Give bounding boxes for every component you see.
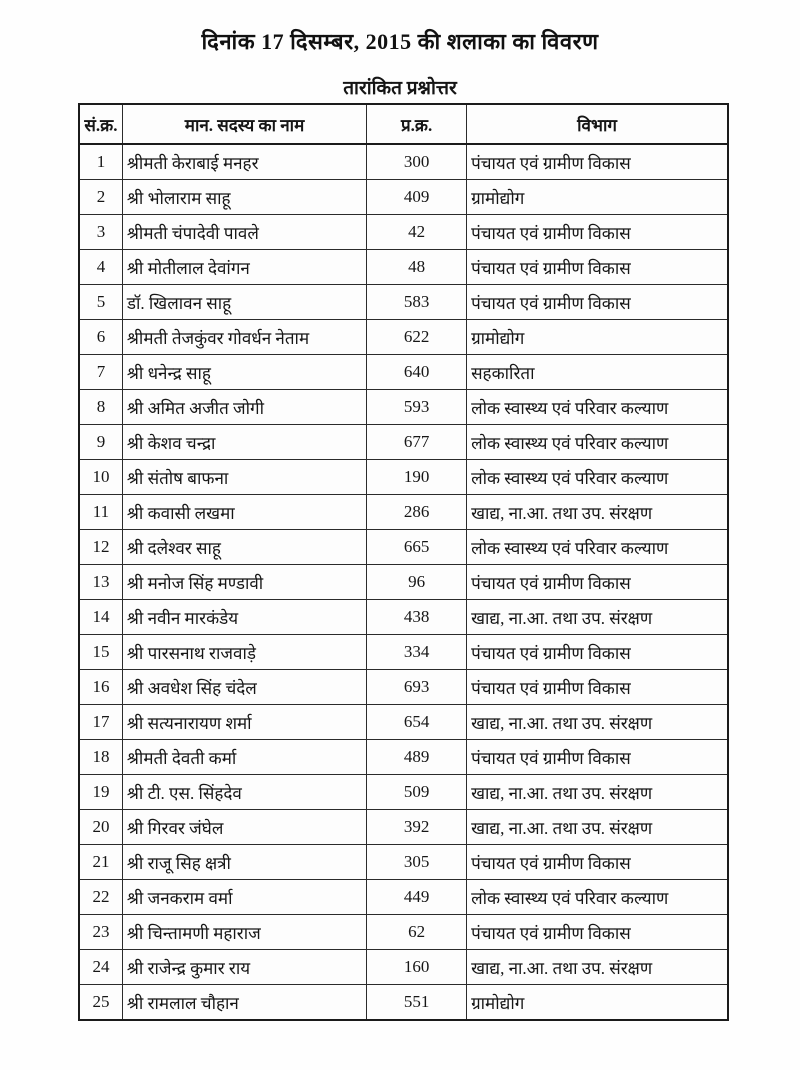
table-row [79, 425, 728, 460]
serial-number-cell: 19 [79, 775, 122, 810]
member-name-cell: श्री कवासी लखमा [122, 495, 366, 530]
member-name-cell: श्रीमती केराबाई मनहर [122, 144, 366, 180]
table-row [79, 845, 728, 880]
member-name-cell: श्री राजू सिह क्षत्री [122, 845, 366, 880]
department-cell: खाद्य, ना.आ. तथा उप. संरक्षण [467, 775, 728, 810]
question-number-cell: 48 [367, 250, 467, 285]
department-cell: ग्रामोद्योग [467, 180, 728, 215]
table-row [79, 950, 728, 985]
question-number-cell: 622 [367, 320, 467, 355]
serial-number-cell: 23 [79, 915, 122, 950]
serial-number-cell: 11 [79, 495, 122, 530]
member-name-cell: श्री नवीन मारकंडेय [122, 600, 366, 635]
table-row [79, 810, 728, 845]
member-name-cell: श्री अमित अजीत जोगी [122, 390, 366, 425]
header-member-name: मान. सदस्य का नाम [122, 104, 366, 144]
question-number-cell: 438 [367, 600, 467, 635]
department-cell: लोक स्वास्थ्य एवं परिवार कल्याण [467, 425, 728, 460]
member-name-cell: श्री गिरवर जंघेल [122, 810, 366, 845]
serial-number-cell: 1 [79, 144, 122, 180]
table-row [79, 390, 728, 425]
serial-number-cell: 6 [79, 320, 122, 355]
department-cell: लोक स्वास्थ्य एवं परिवार कल्याण [467, 390, 728, 425]
member-name-cell: श्री दलेश्वर साहू [122, 530, 366, 565]
serial-number-cell: 21 [79, 845, 122, 880]
serial-number-cell: 4 [79, 250, 122, 285]
table-row [79, 565, 728, 600]
serial-number-cell: 16 [79, 670, 122, 705]
question-number-cell: 677 [367, 425, 467, 460]
department-cell: पंचायत एवं ग्रामीण विकास [467, 215, 728, 250]
table-row [79, 705, 728, 740]
serial-number-cell: 8 [79, 390, 122, 425]
question-number-cell: 593 [367, 390, 467, 425]
department-cell: खाद्य, ना.आ. तथा उप. संरक्षण [467, 495, 728, 530]
document-title: दिनांक 17 दिसम्बर, 2015 की शलाका का विवरण [201, 29, 599, 54]
header-department: विभाग [467, 104, 728, 144]
header-serial-number: सं.क्र. [79, 104, 122, 144]
department-cell: ग्रामोद्योग [467, 985, 728, 1021]
serial-number-cell: 25 [79, 985, 122, 1021]
question-number-cell: 305 [367, 845, 467, 880]
department-cell: पंचायत एवं ग्रामीण विकास [467, 285, 728, 320]
question-number-cell: 489 [367, 740, 467, 775]
table-row [79, 985, 728, 1021]
question-number-cell: 665 [367, 530, 467, 565]
question-number-cell: 654 [367, 705, 467, 740]
member-name-cell: श्री टी. एस. सिंहदेव [122, 775, 366, 810]
department-cell: खाद्य, ना.आ. तथा उप. संरक्षण [467, 950, 728, 985]
table-row [79, 215, 728, 250]
department-cell: खाद्य, ना.आ. तथा उप. संरक्षण [467, 600, 728, 635]
department-cell: पंचायत एवं ग्रामीण विकास [467, 250, 728, 285]
member-name-cell: श्री राजेन्द्र कुमार राय [122, 950, 366, 985]
table-header-row [79, 104, 728, 144]
serial-number-cell: 20 [79, 810, 122, 845]
member-name-cell: श्री मोतीलाल देवांगन [122, 250, 366, 285]
department-cell: पंचायत एवं ग्रामीण विकास [467, 740, 728, 775]
serial-number-cell: 3 [79, 215, 122, 250]
document-subtitle: तारांकित प्रश्नोत्तर [343, 78, 457, 99]
department-cell: पंचायत एवं ग्रामीण विकास [467, 144, 728, 180]
serial-number-cell: 17 [79, 705, 122, 740]
serial-number-cell: 7 [79, 355, 122, 390]
table-row [79, 460, 728, 495]
serial-number-cell: 18 [79, 740, 122, 775]
table-row [79, 635, 728, 670]
member-name-cell: श्री भोलाराम साहू [122, 180, 366, 215]
department-cell: पंचायत एवं ग्रामीण विकास [467, 670, 728, 705]
question-number-cell: 190 [367, 460, 467, 495]
question-number-cell: 409 [367, 180, 467, 215]
question-number-cell: 551 [367, 985, 467, 1021]
serial-number-cell: 13 [79, 565, 122, 600]
serial-number-cell: 12 [79, 530, 122, 565]
table-row [79, 775, 728, 810]
department-cell: लोक स्वास्थ्य एवं परिवार कल्याण [467, 530, 728, 565]
question-number-cell: 42 [367, 215, 467, 250]
question-number-cell: 509 [367, 775, 467, 810]
question-number-cell: 160 [367, 950, 467, 985]
table-row [79, 320, 728, 355]
department-cell: लोक स्वास्थ्य एवं परिवार कल्याण [467, 460, 728, 495]
table-row [79, 285, 728, 320]
member-name-cell: श्री रामलाल चौहान [122, 985, 366, 1021]
serial-number-cell: 9 [79, 425, 122, 460]
serial-number-cell: 15 [79, 635, 122, 670]
question-number-cell: 286 [367, 495, 467, 530]
serial-number-cell: 14 [79, 600, 122, 635]
table-row [79, 495, 728, 530]
table-row [79, 250, 728, 285]
table-row [79, 880, 728, 915]
member-name-cell: श्री संतोष बाफना [122, 460, 366, 495]
member-name-cell: श्री अवधेश सिंह चंदेल [122, 670, 366, 705]
department-cell: पंचायत एवं ग्रामीण विकास [467, 565, 728, 600]
question-number-cell: 300 [367, 144, 467, 180]
question-number-cell: 392 [367, 810, 467, 845]
member-name-cell: श्री पारसनाथ राजवाड़े [122, 635, 366, 670]
table-row [79, 600, 728, 635]
department-cell: पंचायत एवं ग्रामीण विकास [467, 845, 728, 880]
table-row [79, 180, 728, 215]
question-number-cell: 640 [367, 355, 467, 390]
member-name-cell: श्रीमती चंपादेवी पावले [122, 215, 366, 250]
header-question-number: प्र.क्र. [367, 104, 467, 144]
serial-number-cell: 2 [79, 180, 122, 215]
member-name-cell: श्री जनकराम वर्मा [122, 880, 366, 915]
serial-number-cell: 10 [79, 460, 122, 495]
question-number-cell: 693 [367, 670, 467, 705]
serial-number-cell: 22 [79, 880, 122, 915]
serial-number-cell: 24 [79, 950, 122, 985]
question-number-cell: 449 [367, 880, 467, 915]
starred-questions-table [78, 103, 729, 1021]
department-cell: पंचायत एवं ग्रामीण विकास [467, 635, 728, 670]
department-cell: सहकारिता [467, 355, 728, 390]
table-row [79, 144, 728, 180]
member-name-cell: डॉ. खिलावन साहू [122, 285, 366, 320]
question-number-cell: 334 [367, 635, 467, 670]
question-number-cell: 96 [367, 565, 467, 600]
department-cell: खाद्य, ना.आ. तथा उप. संरक्षण [467, 810, 728, 845]
table-row [79, 915, 728, 950]
member-name-cell: श्री मनोज सिंह मण्डावी [122, 565, 366, 600]
member-name-cell: श्रीमती तेजकुंवर गोवर्धन नेताम [122, 320, 366, 355]
member-table-body [79, 144, 728, 1020]
question-number-cell: 62 [367, 915, 467, 950]
department-cell: लोक स्वास्थ्य एवं परिवार कल्याण [467, 880, 728, 915]
member-name-cell: श्री चिन्तामणी महाराज [122, 915, 366, 950]
member-name-cell: श्री केशव चन्द्रा [122, 425, 366, 460]
table-row [79, 670, 728, 705]
department-cell: खाद्य, ना.आ. तथा उप. संरक्षण [467, 705, 728, 740]
table-row [79, 530, 728, 565]
table-row [79, 740, 728, 775]
department-cell: पंचायत एवं ग्रामीण विकास [467, 915, 728, 950]
question-number-cell: 583 [367, 285, 467, 320]
table-row [79, 355, 728, 390]
member-name-cell: श्रीमती देवती कर्मा [122, 740, 366, 775]
member-name-cell: श्री धनेन्द्र साहू [122, 355, 366, 390]
member-name-cell: श्री सत्यनारायण शर्मा [122, 705, 366, 740]
department-cell: ग्रामोद्योग [467, 320, 728, 355]
serial-number-cell: 5 [79, 285, 122, 320]
